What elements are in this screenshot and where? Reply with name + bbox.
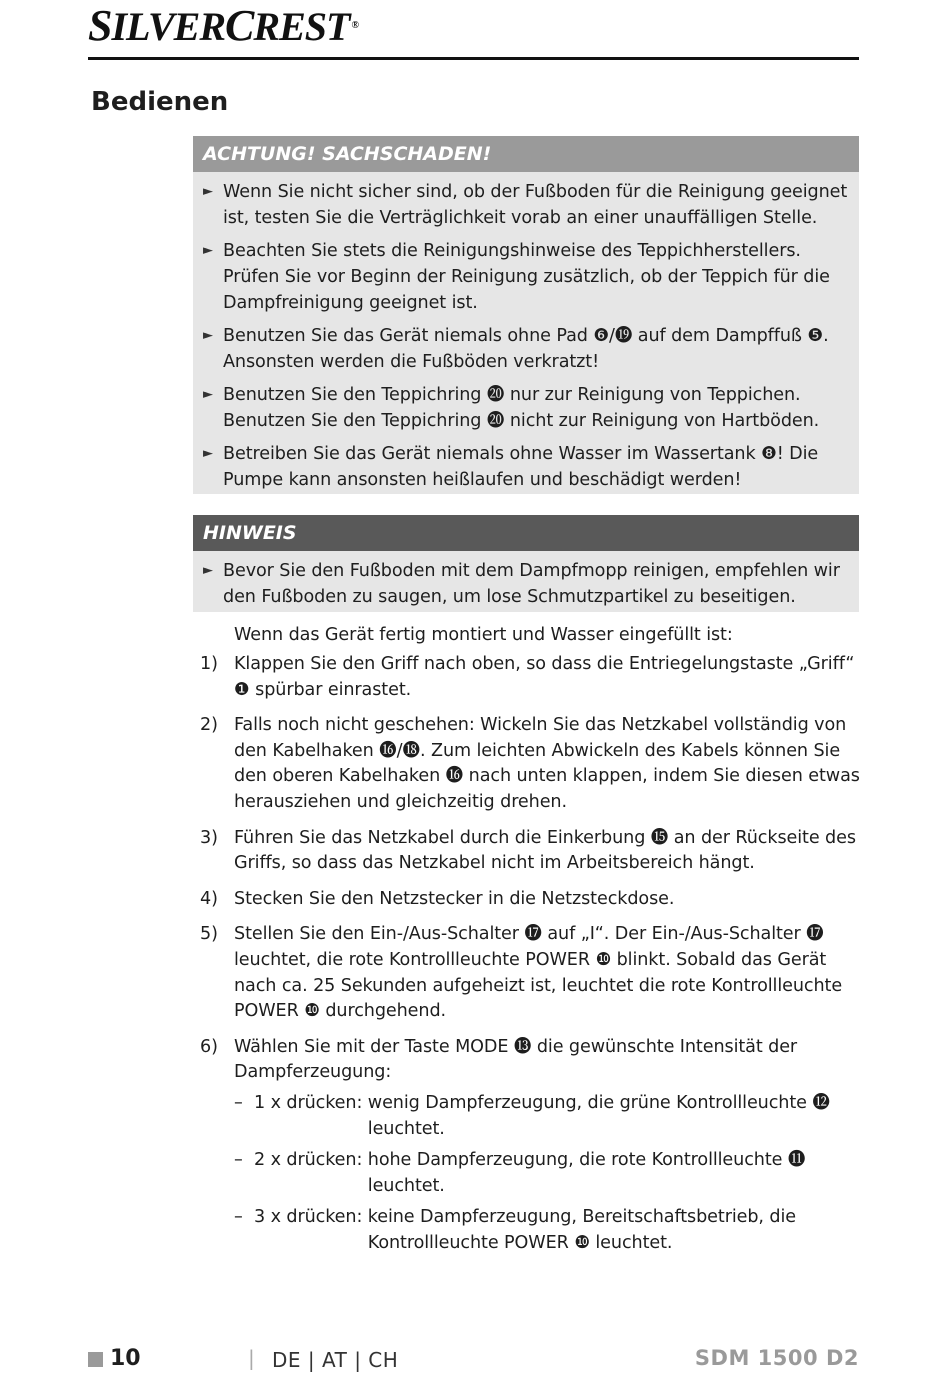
note-box <box>193 515 859 612</box>
step-item <box>200 652 866 703</box>
mode-option-rest: keine Dampferzeugung, Bereitschaftsbetrieb, die Kontrollleuchte POWER ❿ leuchtet. <box>367 1207 796 1253</box>
step-text: Stellen Sie den Ein-/Aus-Schalter ⓱ auf „I“. Der Ein-/Aus-Schalter ⓱ leuchtet, die rote Kontrollleuchte POWER ❿ blinkt. Sobald das Gerät nach ca. 25 Sekunden aufgeheizt ist, leuchtet die rote Kontrollleuchte POWER ❿ durchgehend. <box>234 924 843 1022</box>
bullet-item <box>203 441 849 493</box>
note-list <box>193 551 859 623</box>
bullet-text: Betreiben Sie das Gerät niemals ohne Wasser im Wassertank ❽! Die Pumpe kann ansonsten heißlaufen und beschädigt werden! <box>223 444 819 490</box>
step-text: Falls noch nicht geschehen: Wickeln Sie das Netzkabel vollständig von den Kabelhaken ⓰/⓲. Zum leichten Abwickeln des Kabels können Sie den oberen Kabelhaken ⓰ nach unten klappen, indem Sie diesen etwas herausziehen und gleichzeitig drehen. <box>234 715 860 812</box>
arrow-right-icon: ► <box>203 446 213 461</box>
step-item <box>200 826 866 877</box>
warning-title: ACHTUNG! SACHSCHADEN! <box>193 136 859 172</box>
step-item <box>200 887 866 913</box>
step-number: 5) <box>200 924 218 945</box>
step-text: Führen Sie das Netzkabel durch die Einkerbung ⓯ an der Rückseite des Griffs, so dass das Netzkabel nicht im Arbeitsbereich hängt. <box>234 827 856 874</box>
note-title: HINWEIS <box>193 515 859 551</box>
arrow-right-icon: ► <box>203 387 213 402</box>
registered-mark: ® <box>351 20 358 31</box>
mode-option-rest: hohe Dampferzeugung, die rote Kontrollleuchte ⓫ leuchtet. <box>367 1150 806 1196</box>
mode-option <box>234 1148 866 1199</box>
bullet-text: Benutzen Sie das Gerät niemals ohne Pad ❻/⓳ auf dem Dampffuß ❺. Ansonsten werden die Fußböden verkratzt! <box>223 326 829 372</box>
section-title: Bedienen <box>91 87 229 117</box>
footer-separator: | <box>248 1346 255 1370</box>
mode-option-dash: – <box>234 1092 243 1113</box>
step-item <box>200 713 866 815</box>
mode-option-dash: – <box>234 1207 243 1228</box>
mode-option <box>234 1205 866 1256</box>
bullet-text: Bevor Sie den Fußboden mit dem Dampfmopp reinigen, empfehlen wir den Fußboden zu saugen, um lose Schmutzpartikel zu beseitigen. <box>223 561 840 607</box>
step-number: 4) <box>200 888 218 909</box>
mode-option-rest: wenig Dampferzeugung, die grüne Kontrollleuchte ⓬ leuchtet. <box>367 1092 830 1139</box>
bullet-item <box>203 238 849 316</box>
page-marker-square <box>88 1352 103 1367</box>
step-number: 1) <box>200 654 218 674</box>
bullet-item <box>203 558 849 610</box>
arrow-right-icon: ► <box>203 184 213 199</box>
warning-list <box>193 172 859 506</box>
warning-box <box>193 136 859 494</box>
arrow-right-icon: ► <box>203 328 213 343</box>
step-number: 6) <box>200 1036 218 1057</box>
bullet-item <box>203 382 849 434</box>
bullet-item <box>203 323 849 375</box>
mode-options <box>234 1091 866 1257</box>
bullet-item <box>203 179 849 231</box>
step-text: Stecken Sie den Netzstecker in die Netzsteckdose. <box>234 888 675 909</box>
bullet-text: Wenn Sie nicht sicher sind, ob der Fußboden für die Reinigung geeignet ist, testen Sie die Verträglichkeit vorab an einer unauffälligen Stelle. <box>223 182 848 228</box>
bullet-text: Beachten Sie stets die Reinigungshinweise des Teppichherstellers. Prüfen Sie vor Beginn der Reinigung zusätzlich, ob der Teppich für die Dampfreinigung geeignet ist. <box>223 241 830 313</box>
header-rule <box>88 57 859 60</box>
mode-option-lead: 3 x drücken: <box>254 1207 368 1228</box>
mode-option-lead: 2 x drücken: <box>254 1150 368 1171</box>
model-number: SDM 1500 D2 <box>694 1346 859 1370</box>
language-codes: DE | AT | CH <box>272 1348 399 1372</box>
bullet-text: Benutzen Sie den Teppichring ⓴ nur zur Reinigung von Teppichen. Benutzen Sie den Teppichring ⓴ nicht zur Reinigung von Hartböden. <box>223 385 820 431</box>
step-text: Klappen Sie den Griff nach oben, so dass die Entriegelungstaste „Griff“ ❶ spürbar einrastet. <box>234 654 855 700</box>
step-text: Wählen Sie mit der Taste MODE ⓭ die gewünschte Intensität der Dampferzeugung: <box>234 1036 798 1083</box>
arrow-right-icon: ► <box>203 243 213 258</box>
instruction-steps <box>200 652 866 1272</box>
instructions-intro: Wenn das Gerät fertig montiert und Wasser eingefüllt ist: <box>234 625 733 645</box>
mode-option <box>234 1091 866 1142</box>
page-number: 10 <box>110 1346 141 1371</box>
mode-option-lead: 1 x drücken: <box>254 1092 368 1113</box>
step-number: 2) <box>200 715 218 736</box>
step-item <box>200 922 866 1024</box>
silvercrest-logo: SILVERCREST ® <box>88 1 358 50</box>
step-item <box>200 1035 866 1263</box>
mode-option-dash: – <box>234 1150 243 1171</box>
arrow-right-icon: ► <box>203 563 213 578</box>
step-number: 3) <box>200 827 218 848</box>
page-footer <box>88 1344 859 1374</box>
